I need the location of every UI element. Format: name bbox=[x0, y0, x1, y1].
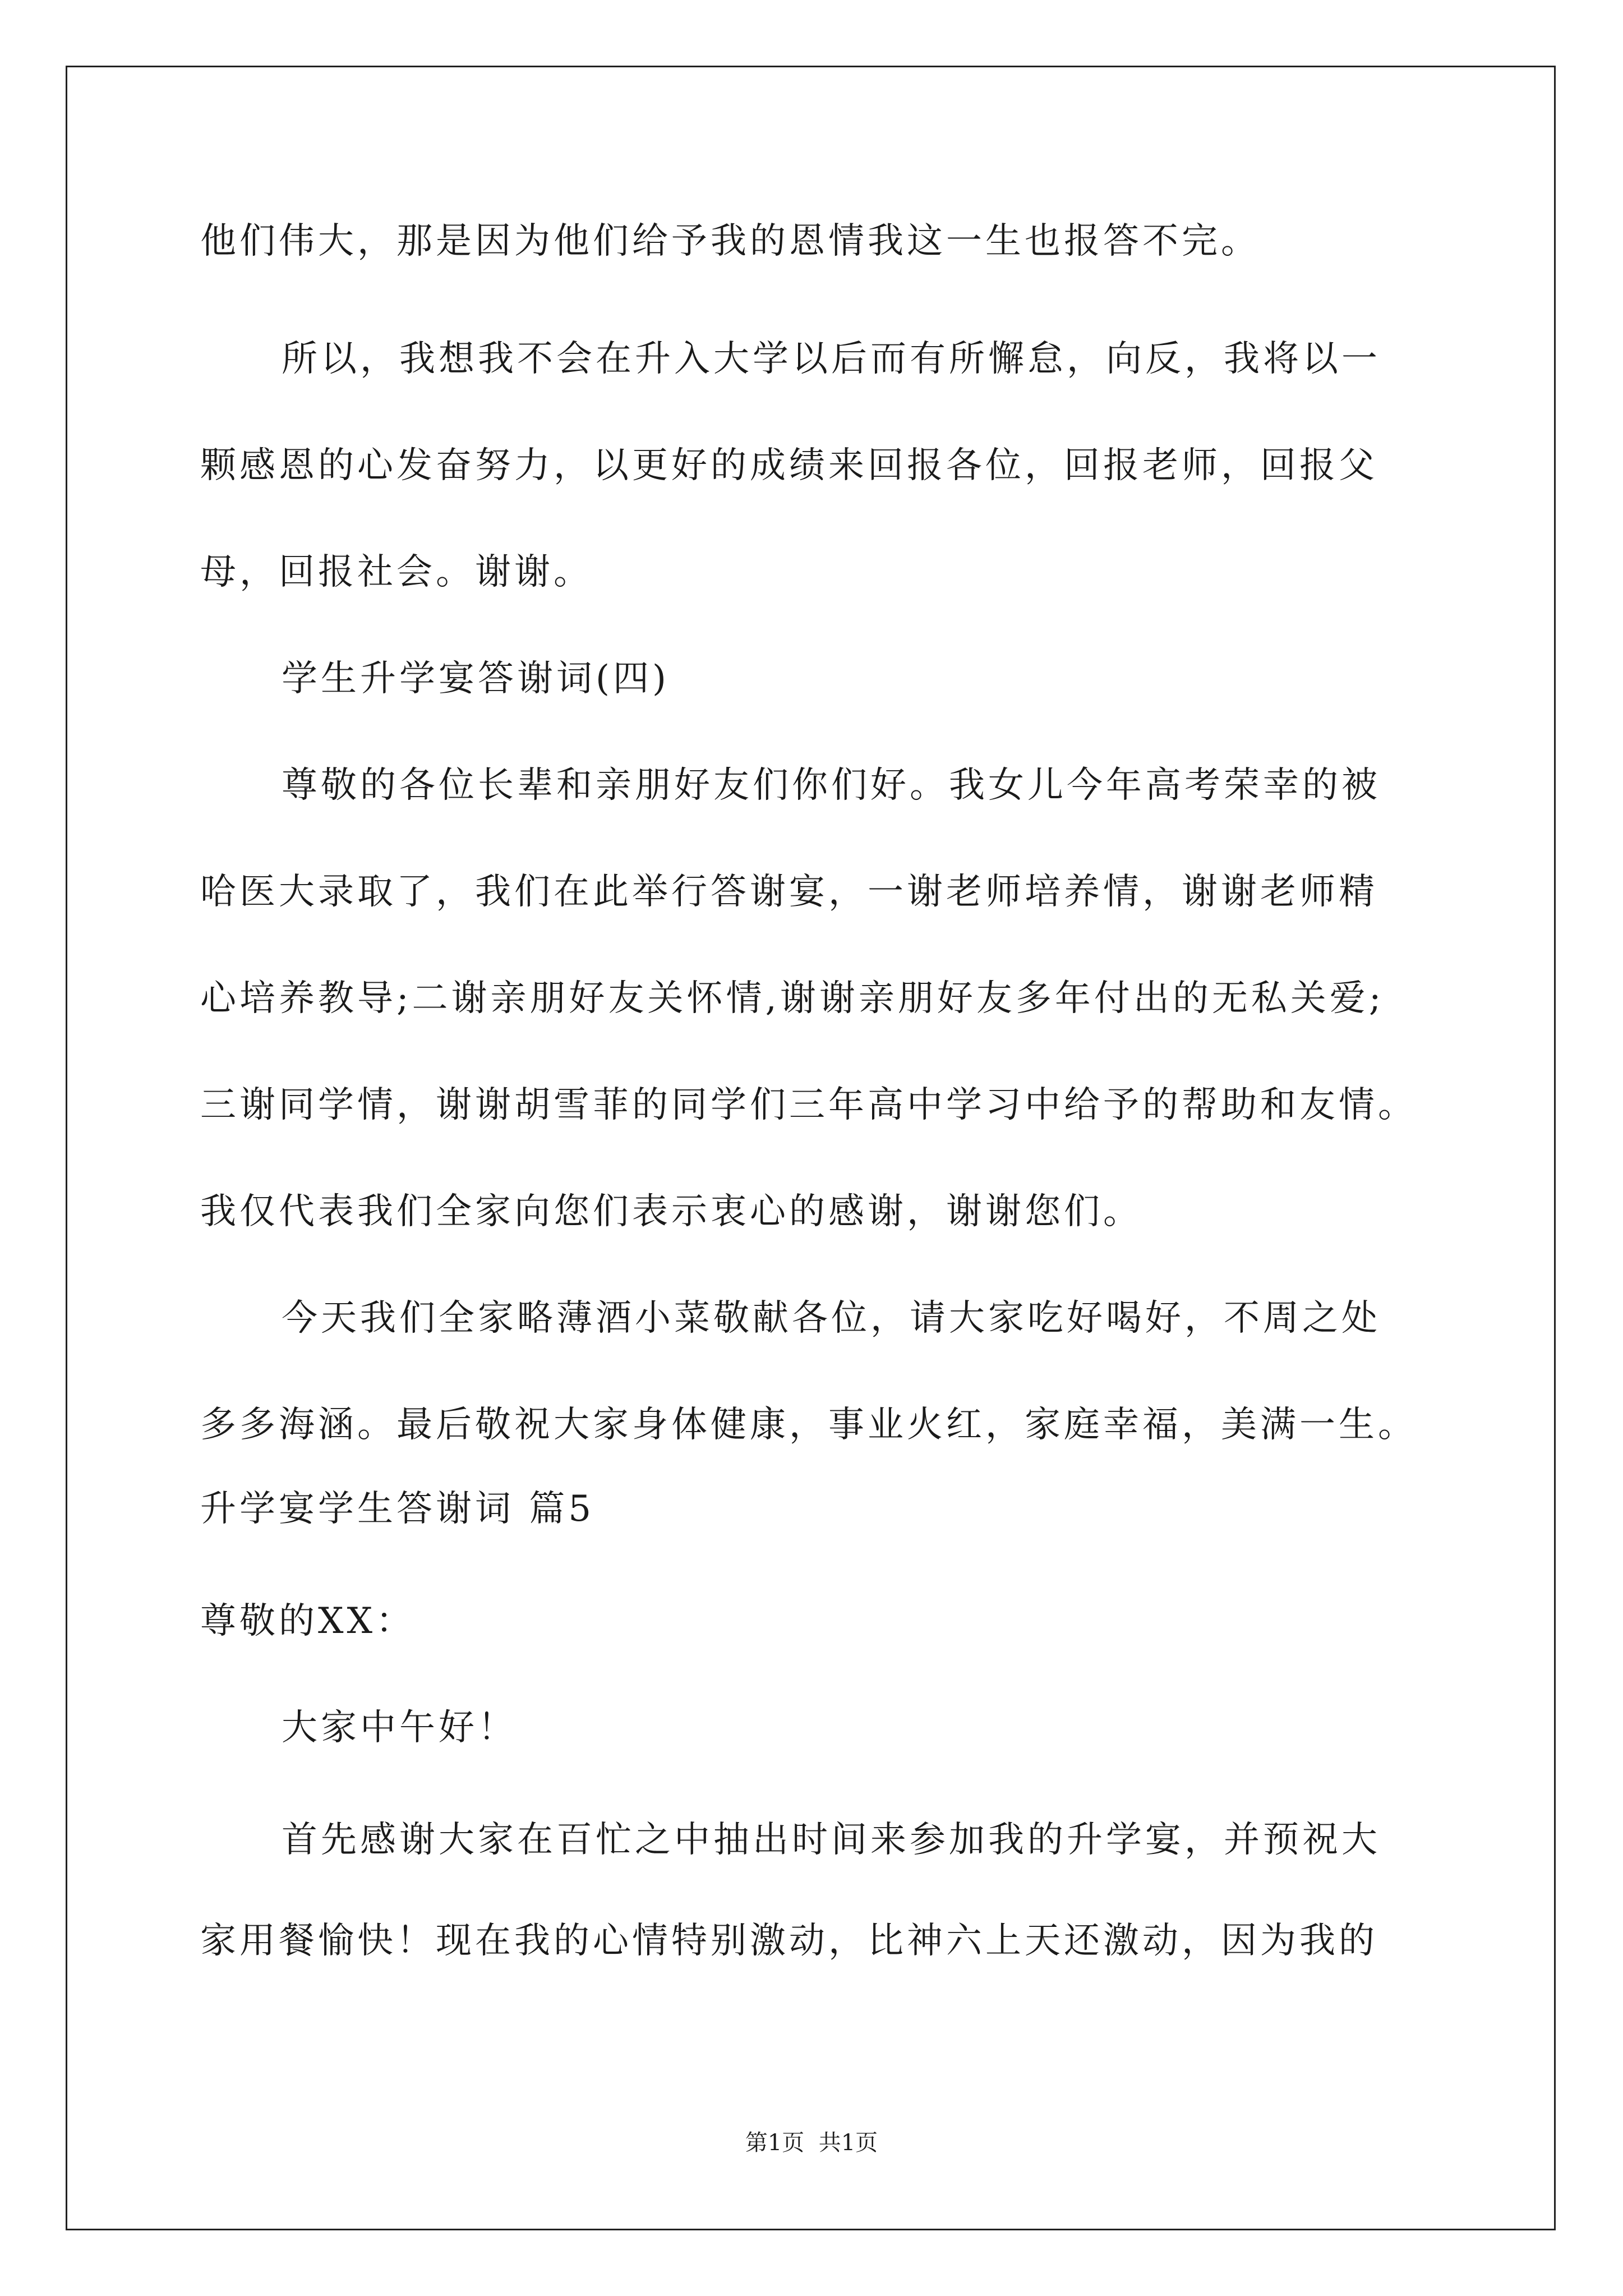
text-line: 多多海涵。最后敬祝大家身体健康，事业火红，家庭幸福，美满一生。 bbox=[200, 1404, 1417, 1446]
page-number-footer: 第1页 共1页 bbox=[745, 2130, 878, 2156]
text-line: 哈医大录取了，我们在此举行答谢宴，一谢老师培养情，谢谢老师精 bbox=[200, 871, 1378, 913]
text-line: 家用餐愉快！现在我的心情特别激动，比神六上天还激动，因为我的 bbox=[200, 1920, 1378, 1962]
greeting-line: 大家中午好！ bbox=[282, 1707, 517, 1749]
text-line: 所以，我想我不会在升入大学以后而有所懈怠，向反，我将以一 bbox=[282, 338, 1381, 380]
text-line: 他们伟大，那是因为他们给予我的恩情我这一生也报答不完。 bbox=[200, 220, 1260, 262]
text-line: 尊敬的各位长辈和亲朋好友们你们好。我女儿今年高考荣幸的被 bbox=[282, 765, 1381, 806]
section-heading: 升学宴学生答谢词 篇5 bbox=[200, 1488, 595, 1530]
text-line: 心培养教导;二谢亲朋好友关怀情,谢谢亲朋好友多年付出的无私关爱; bbox=[200, 978, 1385, 1019]
section-heading: 学生升学宴答谢词(四) bbox=[282, 658, 670, 700]
text-line: 我仅代表我们全家向您们表示衷心的感谢，谢谢您们。 bbox=[200, 1191, 1142, 1232]
document-body bbox=[200, 0, 1434, 2076]
text-line: 颗感恩的心发奋努力，以更好的成绩来回报各位，回报老师，回报父 bbox=[200, 445, 1378, 486]
text-line: 今天我们全家略薄酒小菜敬献各位，请大家吃好喝好，不周之处 bbox=[282, 1297, 1381, 1339]
text-line: 三谢同学情，谢谢胡雪菲的同学们三年高中学习中给予的帮助和友情。 bbox=[200, 1084, 1417, 1126]
salutation: 尊敬的XX： bbox=[200, 1600, 416, 1642]
text-line: 首先感谢大家在百忙之中抽出时间来参加我的升学宴，并预祝大 bbox=[282, 1819, 1381, 1861]
text-line: 母，回报社会。谢谢。 bbox=[200, 551, 593, 593]
